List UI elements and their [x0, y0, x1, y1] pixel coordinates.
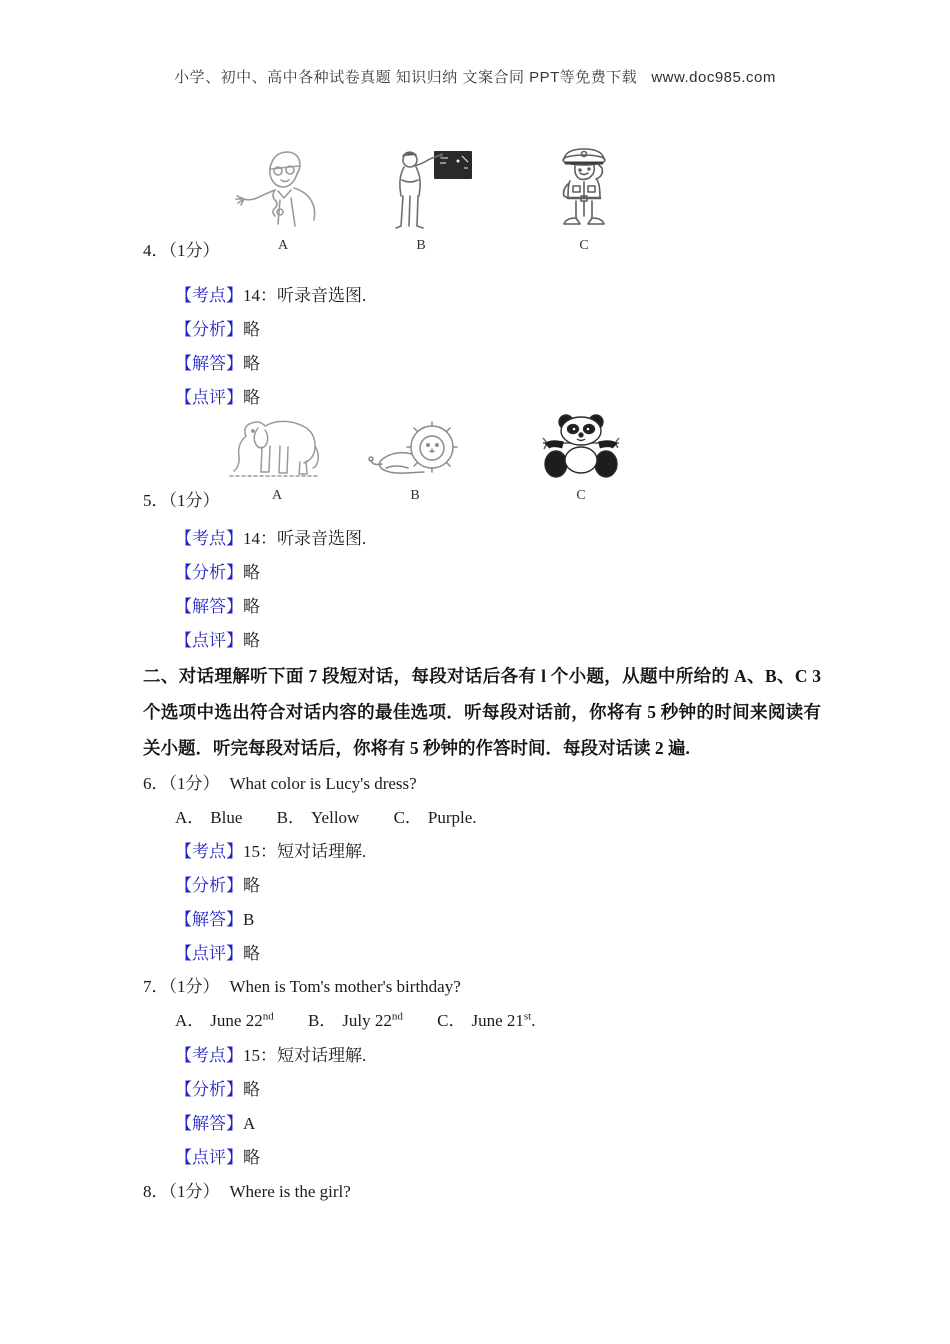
q7-fenxi-line — [175, 1075, 260, 1100]
fenxi-text: 略 — [243, 1080, 260, 1099]
question-7-number: 7．（1分） — [143, 977, 220, 996]
kaodian-text: 15：短对话理解. — [243, 1046, 367, 1065]
image-label-b: B — [416, 238, 426, 253]
image-label-b: B — [410, 488, 420, 503]
q6-fenxi-line — [175, 871, 260, 896]
jieda-tag: 【解答】 — [175, 1114, 243, 1133]
ordinal-suffix: st — [523, 1010, 532, 1023]
kaodian-text: 14：听录音选图. — [243, 529, 367, 548]
lion-image — [366, 420, 462, 480]
question-8-number: 8．（1分） — [143, 1182, 220, 1201]
jieda-text: 略 — [243, 597, 260, 616]
question-6-number: 6．（1分） — [143, 774, 220, 793]
kaodian-text: 15：短对话理解. — [243, 842, 367, 861]
image-label-a: A — [271, 488, 283, 503]
q4-kaodian-line — [175, 281, 366, 306]
q6-kaodian-line — [175, 837, 366, 862]
dianping-text: 略 — [243, 388, 260, 407]
q5-fenxi-line — [175, 558, 260, 583]
fenxi-tag: 【分析】 — [175, 1080, 243, 1099]
question-7-line — [143, 972, 461, 997]
q5-jieda-line — [175, 592, 260, 617]
panda-image — [541, 412, 621, 480]
doctor-image — [231, 148, 326, 232]
question-8-line — [143, 1177, 351, 1202]
q7-jieda-line — [175, 1109, 255, 1134]
fenxi-text: 略 — [243, 876, 260, 895]
option-a: A． June 22nd — [175, 1010, 274, 1030]
kaodian-tag: 【考点】 — [175, 842, 243, 861]
jieda-text: 略 — [243, 354, 260, 373]
section-2-instructions: 二、对话理解听下面 7 段短对话，每段对话后各有 l 个小题，从题中所给的 A、B、C 3 个选项中选出符合对话内容的最佳选项．听每段对话前，你将有 5 秒钟的时间来阅读有关小题．听完每段对话后，你将有 5 秒钟的作答时间．每段对话读 2 遍. — [143, 666, 821, 758]
question-6-options — [175, 803, 507, 828]
dianping-text: 略 — [243, 631, 260, 650]
dianping-tag: 【点评】 — [175, 631, 243, 650]
question-7-text: When is Tom's mother's birthday? — [229, 977, 461, 996]
q4-fenxi-line — [175, 315, 260, 340]
dianping-text: 略 — [243, 944, 260, 963]
fenxi-tag: 【分析】 — [175, 320, 243, 339]
fenxi-tag: 【分析】 — [175, 563, 243, 582]
dianping-tag: 【点评】 — [175, 944, 243, 963]
jieda-answer: A — [243, 1114, 256, 1133]
q5-kaodian-line — [175, 524, 366, 549]
q5-dianping-line — [175, 626, 260, 651]
question-5-number: 5．（1分） — [143, 491, 220, 510]
image-label-a: A — [277, 238, 289, 253]
dianping-text: 略 — [243, 1148, 260, 1167]
option-b: B． July 22nd — [307, 1010, 403, 1030]
kaodian-text: 14：听录音选图. — [243, 286, 367, 305]
option-c: C． Purple. — [393, 808, 477, 827]
jieda-tag: 【解答】 — [175, 597, 243, 616]
q4-dianping-line — [175, 383, 260, 408]
jieda-answer: B — [243, 910, 255, 929]
option-b: B． Yellow — [276, 808, 360, 827]
option-a: A． Blue — [175, 808, 243, 827]
question-7-options — [175, 1006, 566, 1031]
header-site-url: www.doc985.com — [651, 69, 776, 86]
header-text: 小学、初中、高中各种试卷真题 知识归纳 文案合同 PPT等免费下载 — [174, 69, 638, 86]
option-c: C． June 21st. — [437, 1010, 536, 1030]
jieda-tag: 【解答】 — [175, 910, 243, 929]
elephant-image — [222, 416, 322, 480]
image-label-c: C — [576, 488, 586, 503]
dianping-tag: 【点评】 — [175, 1148, 243, 1167]
question-6-text: What color is Lucy's dress? — [229, 774, 417, 793]
kaodian-tag: 【考点】 — [175, 529, 243, 548]
fenxi-text: 略 — [243, 563, 260, 582]
question-8-text: Where is the girl? — [229, 1182, 351, 1201]
q6-dianping-line — [175, 939, 260, 964]
q6-jieda-line — [175, 905, 254, 930]
jieda-tag: 【解答】 — [175, 354, 243, 373]
image-label-c: C — [579, 238, 589, 253]
kaodian-tag: 【考点】 — [175, 286, 243, 305]
ordinal-suffix: nd — [262, 1010, 274, 1023]
q4-jieda-line — [175, 349, 260, 374]
teacher-image — [388, 146, 476, 232]
question-4-number: 4．（1分） — [143, 241, 220, 260]
page-header — [0, 66, 950, 87]
police-officer-image — [550, 146, 618, 232]
q7-dianping-line — [175, 1143, 260, 1168]
question-6-line — [143, 769, 417, 794]
q7-kaodian-line — [175, 1041, 366, 1066]
ordinal-suffix: nd — [391, 1010, 403, 1023]
kaodian-tag: 【考点】 — [175, 1046, 243, 1065]
fenxi-tag: 【分析】 — [175, 876, 243, 895]
dianping-tag: 【点评】 — [175, 388, 243, 407]
fenxi-text: 略 — [243, 320, 260, 339]
